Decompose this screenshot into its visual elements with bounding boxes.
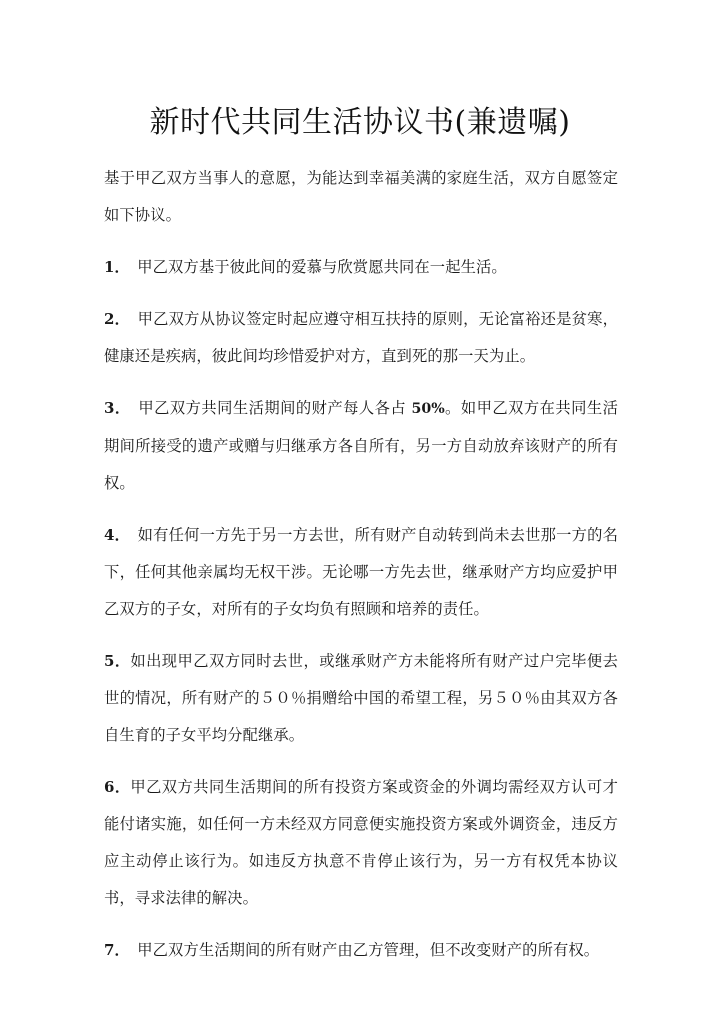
clause-text-before: 甲乙双方共同生活期间的财产每人各占	[138, 399, 412, 417]
clause-number: 2．	[104, 310, 123, 328]
clause-number: 1．	[104, 258, 123, 276]
document-body	[104, 160, 618, 969]
clause-item	[104, 249, 618, 286]
clause-text: 甲乙双方共同生活期间的所有投资方案或资金的外调均需经双方认可才能付诸实施，如任何一方未经双方同意便实施投资方案或外调资金，违反方应主动停止该行为。如违反方执意不肯停止该行为，另一方有权凭本协议书，寻求法律的解决。	[104, 778, 618, 907]
clause-text: 甲乙双方从协议签定时起应遵守相互扶持的原则，无论富裕还是贫寒，健康还是疾病，彼此间均珍惜爱护对方，直到死的那一天为止。	[104, 310, 619, 365]
clause-number: 5．	[104, 652, 131, 670]
clause-item	[104, 301, 618, 375]
clause-text: 如出现甲乙双方同时去世，或继承财产方未能将所有财产过户完毕便去世的情况，所有财产的５０％捐赠给中国的希望工程，另５０％由其双方各自生育的子女平均分配继承。	[104, 652, 618, 744]
clause-item	[104, 643, 618, 754]
clause-number: 4．	[104, 526, 123, 544]
clause-text-after: 。如甲乙双方在共同生活期间所接受的遗产或赠与归继承方各自所有，另一方自动放弃该财产的所有权。	[104, 399, 618, 492]
clause-item	[104, 769, 618, 917]
intro-paragraph: 基于甲乙双方当事人的意愿，为能达到幸福美满的家庭生活，双方自愿签定如下协议。	[104, 169, 618, 224]
clause-item	[104, 932, 618, 969]
clause-text: 如有任何一方先于另一方去世，所有财产自动转到尚未去世那一方的名下，任何其他亲属均无权干涉。无论哪一方先去世，继承财产方均应爱护甲乙双方的子女，对所有的子女均负有照顾和培养的责任。	[104, 526, 619, 618]
clause-number: 3．	[104, 399, 123, 417]
clause-text: 甲乙双方生活期间的所有财产由乙方管理，但不改变财产的所有权。	[137, 941, 600, 959]
clause-item	[104, 390, 618, 502]
clause-number: 7．	[104, 941, 123, 959]
clause-text: 甲乙双方基于彼此间的爱慕与欣赏愿共同在一起生活。	[137, 258, 507, 276]
clause-item	[104, 517, 618, 628]
clause-number: 6．	[104, 778, 131, 796]
share-percentage: 50%	[411, 401, 445, 417]
page-title: 新时代共同生活协议书(兼遗嘱)	[149, 105, 571, 141]
